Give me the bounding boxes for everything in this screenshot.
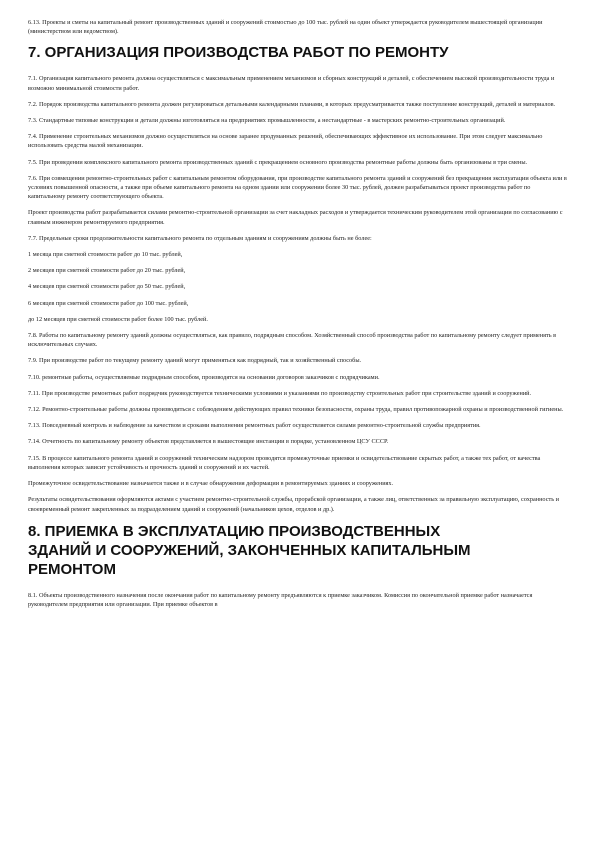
section-7-title: 7. ОРГАНИЗАЦИЯ ПРОИЗВОДСТВА РАБОТ ПО РЕМОНТУ: [28, 44, 449, 62]
paragraph-7-14: 7.14. Отчетность по капитальному ремонту объектов представляется в вышестоящие инстанции в порядке, установленном ЦСУ СССР.: [28, 438, 389, 446]
paragraph-7-11: 7.11. При производстве ремонтных работ подрядчик руководствуется техническими условиями и указаниями по производству строительных работ при строительстве зданий и сооружений.: [28, 389, 532, 397]
paragraph-7-5: 7.5. При проведении комплексного капитального ремонта производственных зданий с прекращением основного производства ремонтные работы должны быть организованы в три смены.: [28, 158, 528, 166]
section-8-title-line-3: РЕМОНТОМ: [28, 560, 116, 578]
term-item-2: 2 месяцев при сметной стоимости работ до 20 тыс. рублей,: [28, 267, 186, 275]
paragraph-7-8: 7.8. Работы по капитальному ремонту зданий должны осуществляться, как правило, подрядным способом. Хозяйственный способ производства работ по капитальному ремонту следует применять в исключительных случаях.: [28, 332, 557, 349]
paragraph-7-1: 7.1. Организация капитального ремонта должна осуществляться с максимальным применением механизмов и сборных конструкций и деталей, с обеспечением высокой производительности труда и возможно минимальной стоимости работ.: [28, 75, 555, 92]
term-item-4: 6 месяцев при сметной стоимости работ до 100 тыс. рублей,: [28, 299, 189, 307]
intro-paragraph: 6.13. Проекты и сметы на капитальный ремонт производственных зданий и сооружений стоимостью до 100 тыс. рублей на один объект утверждается руководителем вышестоящей организации (министерством или ведомством).: [28, 19, 543, 36]
section-7-body: [28, 74, 568, 513]
section-8-body: [28, 591, 568, 609]
paragraph-7-6: 7.6. При совмещении ремонтно-строительных работ с капитальным ремонтом оборудования, при производстве капитального ремонта зданий и сооружений без прекращения эксплуатации объекта или в условиях повышенной опасности, а также при объеме капитального ремонта на одном здании или сооружении более 30 тыс. рублей, должен разрабатываться проект производства работ по капитальному ремонту соответствующего объекта.: [28, 174, 567, 201]
paragraph-7-15-results: Результаты освидетельствования оформляются актами с участием ремонтно-строительной службы, прорабской организации, а также лиц, ответственных за правильную эксплуатацию, сохранность и своевременный ремонт закрепленных за подразделением зданий и сооружений (начальников цехов, отделов и др.).: [28, 496, 559, 513]
section-8-title-line-2: ЗДАНИЙ И СООРУЖЕНИЙ, ЗАКОНЧЕННЫХ КАПИТАЛЬНЫМ: [28, 541, 471, 559]
document-page: [28, 18, 568, 836]
paragraph-7-4: 7.4. Применение строительных механизмов должно осуществляться на основе заранее продуманных решений, обеспечивающих эффективное их использование. При этом следует максимально использовать средства малой механизации.: [28, 133, 543, 150]
paragraph-7-15: 7.15. В процессе капитального ремонта зданий и сооружений техническим надзором проводятся промежуточные приемки и освидетельствование скрытых работ, а также тех работ, от качества выполнения которых зависит устойчивость и прочность зданий и сооружений и их частей.: [28, 454, 541, 471]
paragraph-7-10: 7.10. ремонтные работы, осуществляемые подрядным способом, производятся на основании договоров заказчиков с подрядчиками.: [28, 373, 380, 381]
paragraph-8-1: 8.1. Объекты производственного назначения после окончания работ по капитальному ремонту предъявляются к приемке заказчиком. Комиссия по окончательной приемке работ назначается руководителем предприятия или организации. При приемке объектов в: [28, 591, 533, 608]
paragraph-7-7: 7.7. Предельные сроки продолжительности капитального ремонта по отдельным зданиям и сооружениям должны быть не более:: [28, 234, 372, 242]
paragraph-7-9: 7.9. При производстве работ по текущему ремонту зданий могут применяться как подрядный, так и хозяйственный способы.: [28, 357, 362, 365]
term-item-1: 1 месяца при сметной стоимости работ до 10 тыс. рублей,: [28, 251, 183, 259]
paragraph-7-15-interim: Промежуточное освидетельствование назначается также и в случае обнаружения деформации в ремонтируемых зданиях и сооружениях.: [28, 480, 394, 488]
term-item-5: до 12 месяцев при сметной стоимости работ более 100 тыс. рублей.: [28, 315, 208, 323]
section-8-title: [28, 522, 568, 579]
paragraph-7-3: 7.3. Стандартные типовые конструкции и детали должны изготовляться на предприятиях промышленности, а нестандартные - в мастерских ремонтно-строительных организаций.: [28, 117, 506, 125]
term-item-3: 4 месяцев при сметной стоимости работ до 50 тыс. рублей,: [28, 283, 186, 291]
paragraph-7-12: 7.12. Ремонтно-строительные работы должны производиться с соблюдением действующих правил техники безопасности, охраны труда, правил противопожарной охраны и производственной гигиены.: [28, 406, 564, 414]
paragraph-7-2: 7.2. Порядок производства капитального ремонта должен регулироваться детальными календарными планами, в которых предусматривается также поступление конструкций, деталей и материалов.: [28, 100, 556, 108]
section-8-title-line-1: 8. ПРИЕМКА В ЭКСПЛУАТАЦИЮ ПРОИЗВОДСТВЕННЫХ: [28, 522, 441, 540]
paragraph-7-13: 7.13. Повседневный контроль и наблюдение за качеством и сроками выполнения ремонтных работ осуществляется силами ремонтно-строительной службы предприятия.: [28, 422, 481, 430]
paragraph-7-6-project: Проект производства работ разрабатывается силами ремонтно-строительной организации за счет накладных расходов и утверждается техническим руководителем этой организации по согласованию с главным инженером ремонтируемого предприятия.: [28, 209, 563, 226]
